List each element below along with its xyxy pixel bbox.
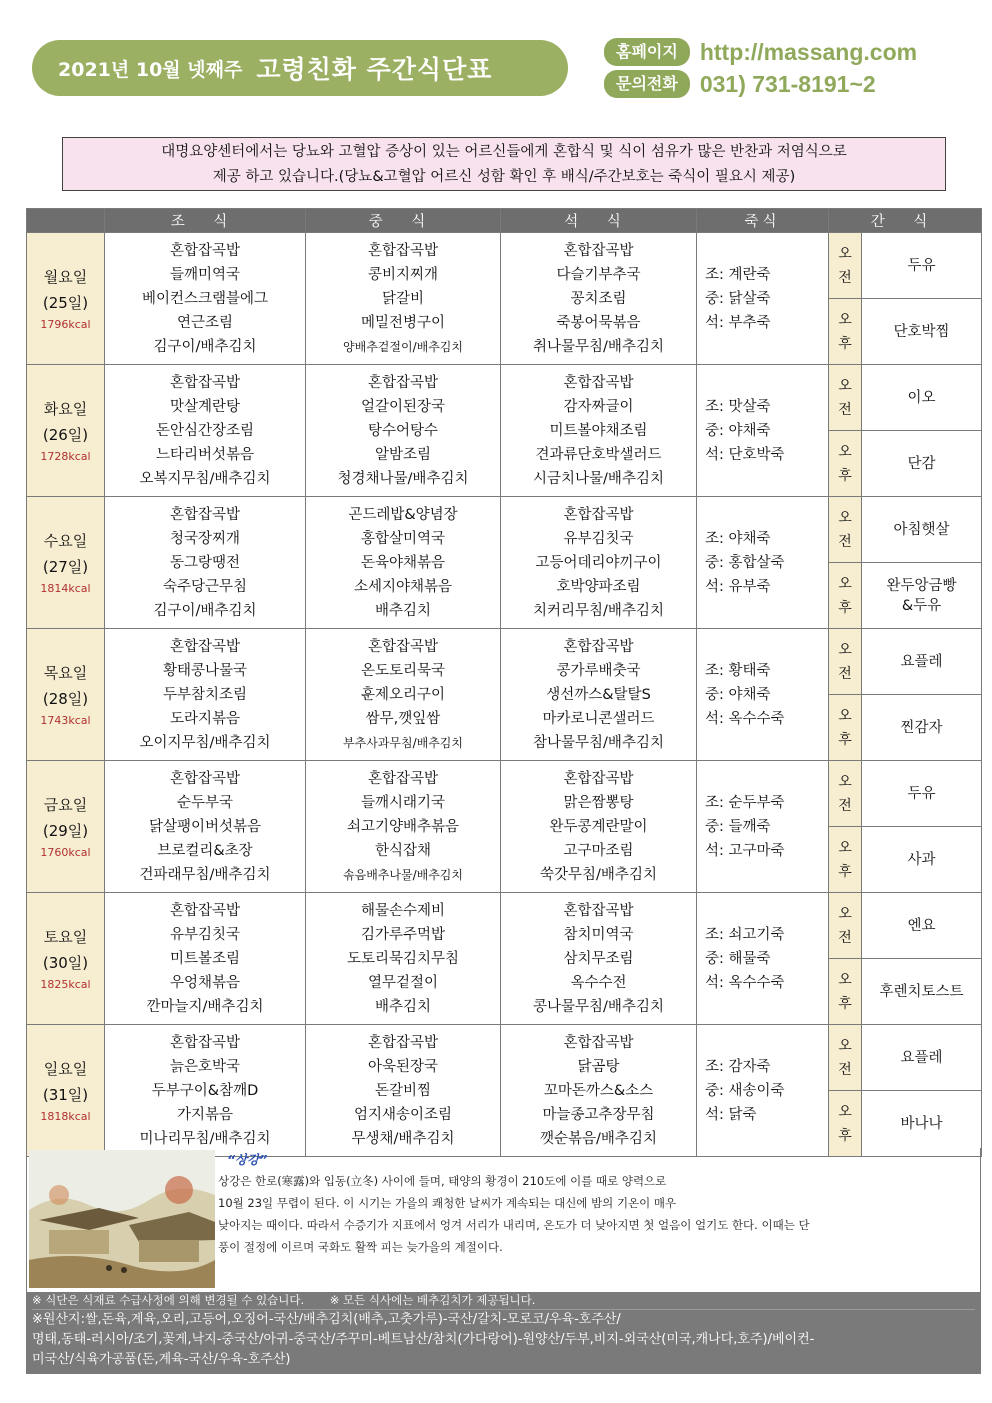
- pm-char: 오: [838, 839, 852, 856]
- lunch-item: 메밀전병구이: [360, 314, 446, 331]
- dinner-item: 참나물무침/배추김치: [533, 734, 664, 751]
- breakfast-item: 우엉채볶음: [169, 974, 241, 991]
- day-date: (30일): [42, 953, 89, 972]
- day-label: [27, 365, 105, 497]
- lunch-item: 소세지야채볶음: [353, 578, 453, 595]
- day-date: (25일): [42, 293, 89, 312]
- day-date: (27일): [42, 557, 89, 576]
- breakfast-item: 유부김칫국: [169, 926, 241, 943]
- pm-char: 오: [838, 707, 852, 724]
- snack-am-label: [829, 761, 862, 827]
- lunch-cell: [306, 233, 501, 365]
- lunch-item: 얼갈이된장국: [360, 398, 446, 415]
- lunch-cell: [306, 893, 501, 1025]
- snack-am-label: [829, 1025, 862, 1091]
- am-char: 오: [838, 905, 852, 922]
- day-name: 일요일: [43, 1059, 88, 1078]
- porridge-item: 석: 부추죽: [705, 314, 771, 331]
- lunch-cell: [306, 497, 501, 629]
- breakfast-item: 깐마늘지/배추김치: [146, 998, 264, 1015]
- porridge-item: 중: 야채죽: [705, 422, 771, 439]
- snack-pm-label: [829, 563, 862, 629]
- snack-am-label: [829, 893, 862, 959]
- dinner-item: 고구마조림: [563, 842, 634, 859]
- dinner-item: 고등어데리야끼구이: [535, 554, 662, 571]
- porridge-cell: [697, 893, 829, 1025]
- footer-origin: [32, 1309, 975, 1370]
- day-date: (29일): [42, 821, 89, 840]
- am-char: 전: [838, 797, 852, 814]
- lunch-cell: [306, 629, 501, 761]
- dinner-item: 죽봉어묵볶음: [556, 314, 641, 331]
- day-name: 수요일: [43, 531, 88, 550]
- dinner-item: 견과류단호박샐러드: [535, 446, 662, 463]
- dinner-item: 혼합잡곡밥: [563, 374, 634, 391]
- lunch-item: 홍합살미역국: [360, 530, 446, 547]
- snack-am: 요플레: [862, 1025, 982, 1091]
- snack-am: 두유: [862, 761, 982, 827]
- breakfast-item: 혼합잡곡밥: [169, 506, 241, 523]
- snack-am-label: [829, 629, 862, 695]
- day-label: [27, 629, 105, 761]
- lunch-item: 부추사과무침/배추김치: [343, 735, 463, 750]
- lunch-item: 배추김치: [374, 602, 432, 619]
- dinner-item: 혼합잡곡밥: [563, 1034, 634, 1051]
- season-line-4: 풍이 절정에 이르며 국화도 활짝 피는 늦가을의 계절이다.: [218, 1240, 503, 1254]
- snack-am: 요플레: [862, 629, 982, 695]
- breakfast-item: 숙주당근무침: [162, 578, 248, 595]
- dinner-item: 혼합잡곡밥: [563, 242, 634, 259]
- dinner-item: 다슬기부추국: [556, 266, 641, 283]
- breakfast-item: 청국장찌개: [169, 530, 241, 547]
- dinner-item: 치커리무침/배추김치: [533, 602, 664, 619]
- day-row: [27, 233, 982, 299]
- pm-char: 후: [838, 863, 852, 880]
- breakfast-item: 건파래무침/배추김치: [139, 866, 271, 883]
- breakfast-item: 두부구이&참깨D: [151, 1082, 259, 1099]
- header-dinner: 석 식: [501, 209, 697, 233]
- lunch-item: 혼합잡곡밥: [367, 638, 439, 655]
- lunch-item: 쌈무,깻잎쌈: [365, 710, 441, 727]
- day-label: [27, 233, 105, 365]
- lunch-item: 돈갈비찜: [374, 1082, 432, 1099]
- day-kcal: 1814kcal: [40, 581, 91, 595]
- snack-am: 엔요: [862, 893, 982, 959]
- porridge-cell: [697, 761, 829, 893]
- porridge-item: 석: 유부죽: [705, 578, 771, 595]
- porridge-item: 중: 새송이죽: [705, 1082, 785, 1099]
- origin-line-1: ※원산지:쌀,돈육,계육,오리,고등어,오징어-국산/배추김치(배추,고춧가루)-국산/갈치-모로코/우육-호주산/: [32, 1312, 621, 1327]
- day-kcal: 1728kcal: [40, 449, 91, 463]
- am-char: 오: [838, 377, 852, 394]
- day-kcal: 1760kcal: [40, 845, 91, 859]
- lunch-item: 아욱된장국: [367, 1058, 439, 1075]
- dinner-item: 유부김칫국: [563, 530, 634, 547]
- day-kcal: 1825kcal: [40, 977, 91, 991]
- lunch-item: 알밤조림: [374, 446, 432, 463]
- day-date: (28일): [42, 689, 89, 708]
- dinner-cell: [501, 365, 697, 497]
- lunch-item: 해물손수제비: [360, 902, 446, 919]
- dinner-item: 취나물무침/배추김치: [533, 338, 664, 355]
- season-section: [26, 1148, 981, 1292]
- table-header-row: [27, 209, 982, 233]
- breakfast-item: 느타리버섯볶음: [155, 446, 255, 463]
- snack-pm: 단감: [862, 431, 982, 497]
- lunch-item: 열무겉절이: [367, 974, 439, 991]
- dinner-item: 시금치나물/배추김치: [533, 470, 664, 487]
- day-date: (31일): [42, 1085, 89, 1104]
- day-name: 목요일: [43, 663, 88, 682]
- porridge-item: 중: 야채죽: [705, 686, 771, 703]
- dinner-item: 혼합잡곡밥: [563, 506, 634, 523]
- breakfast-item: 맛살계란탕: [169, 398, 241, 415]
- lunch-item: 혼합잡곡밥: [367, 374, 439, 391]
- breakfast-item: 두부참치조림: [162, 686, 248, 703]
- snack-pm: 후렌치토스트: [862, 959, 982, 1025]
- snack-pm-label: [829, 1091, 862, 1157]
- lunch-item: 온도토리묵국: [360, 662, 446, 679]
- snack-pm-label: [829, 299, 862, 365]
- dinner-cell: [501, 761, 697, 893]
- am-char: 오: [838, 509, 852, 526]
- breakfast-item: 김구이/배추김치: [153, 602, 257, 619]
- breakfast-item: 늙은호박국: [169, 1058, 241, 1075]
- week-date: 2021년 10월 넷째주: [58, 58, 243, 81]
- lunch-item: 쇠고기양배추볶음: [346, 818, 460, 835]
- dinner-item: 혼합잡곡밥: [563, 770, 634, 787]
- lunch-item: 배추김치: [374, 998, 432, 1015]
- porridge-item: 조: 쇠고기죽: [705, 926, 785, 943]
- lunch-item: 들깨시래기국: [360, 794, 446, 811]
- dinner-item: 꽁치조림: [570, 290, 627, 307]
- dinner-item: 호박양파조림: [556, 578, 641, 595]
- dinner-item: 감자짜글이: [563, 398, 634, 415]
- day-row: [27, 893, 982, 959]
- am-char: 오: [838, 245, 852, 262]
- snack-pm-label: [829, 431, 862, 497]
- breakfast-item: 연근조림: [176, 314, 234, 331]
- snack-pm: 찐감자: [862, 695, 982, 761]
- dinner-item: 생선까스&탈탈S: [546, 686, 651, 703]
- am-char: 오: [838, 773, 852, 790]
- breakfast-item: 들깨미역국: [169, 266, 241, 283]
- porridge-cell: [697, 1025, 829, 1157]
- day-label: [27, 497, 105, 629]
- snack-pm: 사과: [862, 827, 982, 893]
- header-lunch: 중 식: [306, 209, 501, 233]
- am-char: 오: [838, 641, 852, 658]
- day-date: (26일): [42, 425, 89, 444]
- lunch-item: 곤드레밥&양념장: [348, 506, 458, 523]
- lunch-item: 도토리묵김치무침: [346, 950, 460, 967]
- lunch-cell: [306, 761, 501, 893]
- snack-am: 이오: [862, 365, 982, 431]
- day-kcal: 1743kcal: [40, 713, 91, 727]
- day-kcal: 1818kcal: [40, 1109, 91, 1123]
- pm-char: 후: [838, 1127, 852, 1144]
- day-row: [27, 761, 982, 827]
- lunch-cell: [306, 365, 501, 497]
- snack-am-label: [829, 497, 862, 563]
- season-line-2: 10월 23일 무렵이 된다. 이 시기는 가을의 쾌청한 날씨가 계속되는 대신에 밤의 기온이 매우: [218, 1196, 677, 1210]
- day-row: [27, 1025, 982, 1091]
- am-char: 전: [838, 533, 852, 550]
- lunch-item: 엄지새송이조림: [353, 1106, 453, 1123]
- porridge-item: 중: 홍합살죽: [705, 554, 785, 571]
- day-label: [27, 1025, 105, 1157]
- dinner-item: 완두콩계란말이: [549, 818, 648, 835]
- breakfast-item: 미트볼조림: [169, 950, 241, 967]
- lunch-item: 김가루주먹밥: [360, 926, 446, 943]
- dinner-item: 삼치무조림: [563, 950, 634, 967]
- homepage-row: [604, 38, 917, 66]
- porridge-item: 중: 닭살죽: [705, 290, 771, 307]
- pm-char: 후: [838, 467, 852, 484]
- porridge-cell: [697, 365, 829, 497]
- lunch-item: 혼합잡곡밥: [367, 242, 439, 259]
- lunch-item: 콩비지찌개: [367, 266, 439, 283]
- lunch-cell: [306, 1025, 501, 1157]
- dinner-cell: [501, 233, 697, 365]
- day-row: [27, 629, 982, 695]
- footer-note-change: ※ 식단은 식재료 수급사정에 의해 변경될 수 있습니다.: [32, 1293, 305, 1307]
- dinner-item: 콩가루배춧국: [556, 662, 641, 679]
- lunch-item: 탕수어탕수: [367, 422, 439, 439]
- day-row: [27, 497, 982, 563]
- breakfast-cell: [105, 629, 306, 761]
- lunch-item: 닭갈비: [381, 290, 425, 307]
- breakfast-item: 혼합잡곡밥: [169, 374, 241, 391]
- porridge-item: 조: 감자죽: [705, 1058, 771, 1075]
- homepage-label: 홈페이지: [604, 38, 690, 66]
- day-name: 토요일: [43, 927, 88, 946]
- am-char: 전: [838, 929, 852, 946]
- lunch-item: 무생채/배추김치: [351, 1130, 455, 1147]
- footer-notices: [32, 1292, 975, 1309]
- am-char: 전: [838, 401, 852, 418]
- breakfast-item: 가지볶음: [176, 1106, 234, 1123]
- phone-number: 031) 731-8191~2: [699, 70, 876, 97]
- day-label: [27, 893, 105, 1025]
- pm-char: 오: [838, 443, 852, 460]
- header-empty: [27, 209, 105, 233]
- lunch-item: 양배추겉절이/배추김치: [343, 339, 463, 354]
- lunch-item: 돈육야채볶음: [360, 554, 446, 571]
- pm-char: 오: [838, 311, 852, 328]
- porridge-item: 조: 황태죽: [705, 662, 771, 679]
- dinner-item: 옥수수전: [570, 974, 627, 991]
- breakfast-item: 베이컨스크램블에그: [141, 290, 269, 307]
- origin-line-2: 명태,동태-러시아/조기,꽃게,낙지-중국산/아귀-중국산/주꾸미-베트남산/참치(가다랑어)-원양산/두부,비지-외국산(미국,캐나다,호주)/베이컨-: [32, 1332, 815, 1347]
- snack-pm-label: [829, 959, 862, 1025]
- pm-char: 오: [838, 575, 852, 592]
- lunch-item: 혼합잡곡밥: [367, 770, 439, 787]
- dinner-item: 맑은짬뽕탕: [563, 794, 634, 811]
- snack-pm: 완두앙금빵 &두유: [862, 563, 982, 629]
- season-line-1: 상강은 한로(寒露)와 입동(立冬) 사이에 들며, 태양의 황경이 210도에 이를 때로 양력으로: [218, 1174, 667, 1188]
- lunch-item: 한식잡채: [374, 842, 432, 859]
- breakfast-cell: [105, 365, 306, 497]
- breakfast-item: 혼합잡곡밥: [169, 638, 241, 655]
- dinner-item: 미트볼야채조림: [549, 422, 648, 439]
- am-char: 전: [838, 665, 852, 682]
- breakfast-item: 혼합잡곡밥: [169, 242, 241, 259]
- snack-am-label: [829, 233, 862, 299]
- day-label: [27, 761, 105, 893]
- lunch-item: 혼합잡곡밥: [367, 1034, 439, 1051]
- dinner-item: 콩나물무침/배추김치: [533, 998, 664, 1015]
- breakfast-item: 미나리무침/배추김치: [139, 1130, 271, 1147]
- am-char: 오: [838, 1037, 852, 1054]
- breakfast-cell: [105, 893, 306, 1025]
- dinner-cell: [501, 497, 697, 629]
- notice-line-1: 대명요양센터에서는 당뇨와 고혈압 증상이 있는 어르신들에게 혼합식 및 식이 섬유가 많은 반찬과 저염식으로: [161, 144, 847, 160]
- porridge-cell: [697, 629, 829, 761]
- porridge-cell: [697, 497, 829, 629]
- dinner-item: 참치미역국: [563, 926, 634, 943]
- breakfast-item: 닭살팽이버섯볶음: [148, 818, 262, 835]
- snack-pm: 단호박찜: [862, 299, 982, 365]
- am-char: 전: [838, 269, 852, 286]
- dinner-item: 깻순볶음/배추김치: [540, 1130, 657, 1147]
- season-painting-image: [29, 1150, 215, 1288]
- day-kcal: 1796kcal: [40, 317, 91, 331]
- footer-note-kimchi: ※ 모든 식사에는 배추김치가 제공됩니다.: [329, 1293, 536, 1307]
- header-snack: 간 식: [829, 209, 982, 233]
- breakfast-item: 오이지무침/배추김치: [139, 734, 271, 751]
- breakfast-item: 혼합잡곡밥: [169, 1034, 241, 1051]
- day-name: 금요일: [43, 795, 88, 814]
- lunch-item: 훈제오리구이: [360, 686, 446, 703]
- breakfast-item: 도라지볶음: [169, 710, 241, 727]
- breakfast-item: 혼합잡곡밥: [169, 770, 241, 787]
- dinner-item: 마늘종고추장무침: [542, 1106, 655, 1123]
- breakfast-item: 브로컬리&초장: [157, 842, 253, 859]
- breakfast-cell: [105, 761, 306, 893]
- am-char: 전: [838, 1061, 852, 1078]
- day-row: [27, 365, 982, 431]
- season-description: [218, 1170, 974, 1258]
- dinner-item: 혼합잡곡밥: [563, 902, 634, 919]
- breakfast-item: 돈안심간장조림: [155, 422, 255, 439]
- lunch-item: 청경채나물/배추김치: [337, 470, 469, 487]
- page-title: 고령친화 주간식단표: [256, 55, 493, 84]
- breakfast-item: 동그랑땡전: [169, 554, 241, 571]
- day-name: 화요일: [43, 399, 88, 418]
- snack-am: 아침햇살: [862, 497, 982, 563]
- breakfast-item: 혼합잡곡밥: [169, 902, 241, 919]
- porridge-item: 조: 맛살죽: [705, 398, 771, 415]
- dinner-item: 마카로니콘샐러드: [542, 710, 655, 727]
- porridge-item: 조: 순두부죽: [705, 794, 785, 811]
- origin-line-3: 미국산/식육가공품(돈,계육-국산/우육-호주산): [32, 1352, 291, 1367]
- pm-char: 후: [838, 995, 852, 1012]
- day-name: 월요일: [43, 267, 88, 286]
- dinner-cell: [501, 1025, 697, 1157]
- dinner-cell: [501, 893, 697, 1025]
- footer-notes: [26, 1292, 981, 1374]
- phone-row: [604, 70, 876, 98]
- porridge-item: 석: 단호박죽: [705, 446, 785, 463]
- season-line-3: 낮아지는 때이다. 따라서 수증기가 지표에서 엉겨 서리가 내리며, 온도가 더 낮아지면 첫 얼음이 얼기도 한다. 이때는 단: [218, 1218, 810, 1232]
- breakfast-item: 황태콩나물국: [162, 662, 248, 679]
- porridge-item: 중: 해물죽: [705, 950, 771, 967]
- porridge-cell: [697, 233, 829, 365]
- breakfast-cell: [105, 1025, 306, 1157]
- porridge-item: 조: 계란죽: [705, 266, 771, 283]
- season-title: “상강”: [227, 1152, 268, 1167]
- notice-box: [62, 137, 946, 191]
- breakfast-item: 오복지무침/배추김치: [139, 470, 271, 487]
- dinner-item: 쑥갓무침/배추김치: [540, 866, 657, 883]
- header-porridge: 죽식: [697, 209, 829, 233]
- dinner-item: 혼합잡곡밥: [563, 638, 634, 655]
- pm-char: 오: [838, 971, 852, 988]
- header-breakfast: 조 식: [105, 209, 306, 233]
- snack-pm: 바나나: [862, 1091, 982, 1157]
- snack-am-label: [829, 365, 862, 431]
- breakfast-cell: [105, 233, 306, 365]
- phone-label: 문의전화: [604, 70, 690, 98]
- porridge-item: 석: 고구마죽: [705, 842, 785, 859]
- notice-line-2: 제공 하고 있습니다.(당뇨&고혈압 어르신 성함 확인 후 배식/주간보호는 죽식이 필요시 제공): [212, 169, 796, 185]
- pm-char: 후: [838, 335, 852, 352]
- dinner-item: 꼬마돈까스&소스: [543, 1082, 654, 1099]
- breakfast-item: 김구이/배추김치: [153, 338, 257, 355]
- porridge-item: 조: 야채죽: [705, 530, 771, 547]
- breakfast-cell: [105, 497, 306, 629]
- homepage-link[interactable]: http://massang.com: [699, 38, 918, 65]
- pm-char: 오: [838, 1103, 852, 1120]
- pm-char: 후: [838, 599, 852, 616]
- pm-char: 후: [838, 731, 852, 748]
- snack-pm-label: [829, 695, 862, 761]
- breakfast-item: 순두부국: [176, 794, 234, 811]
- menu-table: [26, 208, 982, 1157]
- lunch-item: 솎음배추나물/배추김치: [343, 867, 463, 882]
- title-banner: [32, 40, 568, 96]
- snack-pm-label: [829, 827, 862, 893]
- porridge-item: 석: 옥수수죽: [705, 710, 785, 727]
- porridge-item: 석: 닭죽: [705, 1106, 757, 1123]
- porridge-item: 중: 들깨죽: [705, 818, 771, 835]
- porridge-item: 석: 옥수수죽: [705, 974, 785, 991]
- dinner-cell: [501, 629, 697, 761]
- snack-am: 두유: [862, 233, 982, 299]
- dinner-item: 닭곰탕: [577, 1058, 620, 1075]
